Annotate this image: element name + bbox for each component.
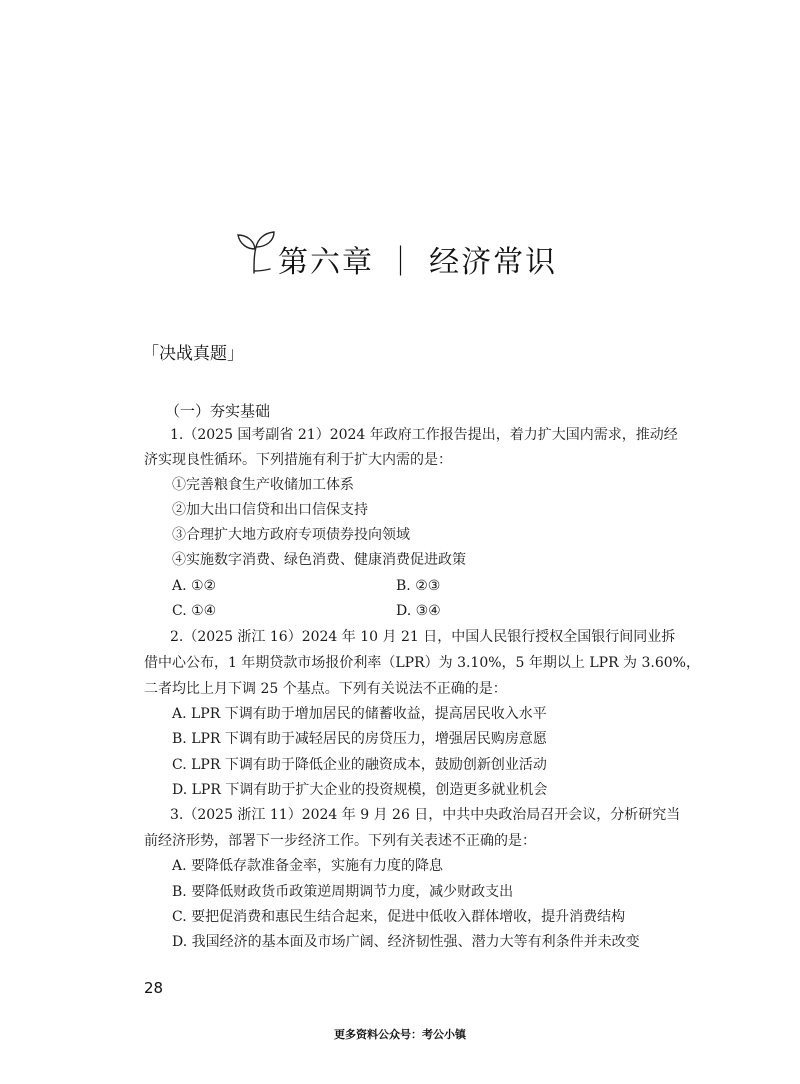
section-label-text: 决战真题 — [159, 344, 227, 364]
bracket-open: 「 — [142, 344, 159, 364]
sprout-icon — [234, 225, 278, 275]
bracket-close: 」 — [227, 344, 244, 364]
question-1-statement-2: ②加大出口信贷和出口信保支持 — [172, 502, 368, 518]
question-2-option-b: B. LPR 下调有助于减轻居民的房贷压力，增强居民购房意愿 — [172, 731, 547, 747]
question-2-stem-line-2: 借中心公布，1 年期贷款市场报价利率（LPR）为 3.10%，5 年期以上 LPR 为 3.60%， — [144, 655, 700, 671]
chapter-title: 第六章 ｜ 经济常识 — [278, 245, 558, 280]
question-3-option-d: D. 我国经济的基本面及市场广阔、经济韧性强、潜力大等有利条件并未改变 — [172, 934, 640, 950]
question-3-option-c: C. 要把促消费和惠民生结合起来，促进中低收入群体增收，提升消费结构 — [172, 909, 626, 925]
question-1-statement-4: ④实施数字消费、绿色消费、健康消费促进政策 — [172, 552, 466, 568]
question-1-option-a: A. ①② — [172, 578, 217, 594]
question-3-option-b: B. 要降低财政货币政策逆周期调节力度，减少财政支出 — [172, 884, 514, 900]
question-3-option-a: A. 要降低存款准备金率，实施有力度的降息 — [172, 858, 444, 874]
subsection-heading: （一）夯实基础 — [165, 402, 271, 420]
question-1-stem-line-2: 济实现良性循环。下列措施有利于扩大内需的是： — [144, 452, 452, 468]
question-2-option-a: A. LPR 下调有助于增加居民的储蓄收益，提高居民收入水平 — [172, 706, 547, 722]
question-2-stem-line-3: 二者均比上月下调 25 个基点。下列有关说法不正确的是： — [144, 681, 507, 697]
question-2-option-c: C. LPR 下调有助于降低企业的融资成本，鼓励创新创业活动 — [172, 757, 547, 773]
chapter-heading — [234, 225, 564, 285]
question-1-statement-3: ③合理扩大地方政府专项债券投向领域 — [172, 527, 410, 543]
question-1-stem-line-1: 1.（2025 国考副省 21）2024 年政府工作报告提出，着力扩大国内需求，推动经 — [170, 427, 678, 443]
section-label — [142, 339, 244, 364]
question-1-statement-1: ①完善粮食生产收储加工体系 — [172, 477, 354, 493]
question-2-stem-line-1: 2.（2025 浙江 16）2024 年 10 月 21 日，中国人民银行授权全国银行间同业拆 — [170, 629, 676, 645]
question-1-option-d: D. ③④ — [396, 603, 441, 619]
page-number: 28 — [144, 979, 164, 997]
footer-note: 更多资料公众号：考公小镇 — [334, 1028, 466, 1041]
question-1-option-c: C. ①④ — [172, 603, 217, 619]
question-2-option-d: D. LPR 下调有助于扩大企业的投资规模，创造更多就业机会 — [172, 782, 548, 798]
question-3-stem-line-2: 前经济形势，部署下一步经济工作。下列有关表述不正确的是： — [144, 833, 536, 849]
question-3-stem-line-1: 3.（2025 浙江 11）2024 年 9 月 26 日，中共中央政治局召开会议，分析研究当 — [170, 807, 681, 823]
question-1-option-b: B. ②③ — [396, 578, 441, 594]
